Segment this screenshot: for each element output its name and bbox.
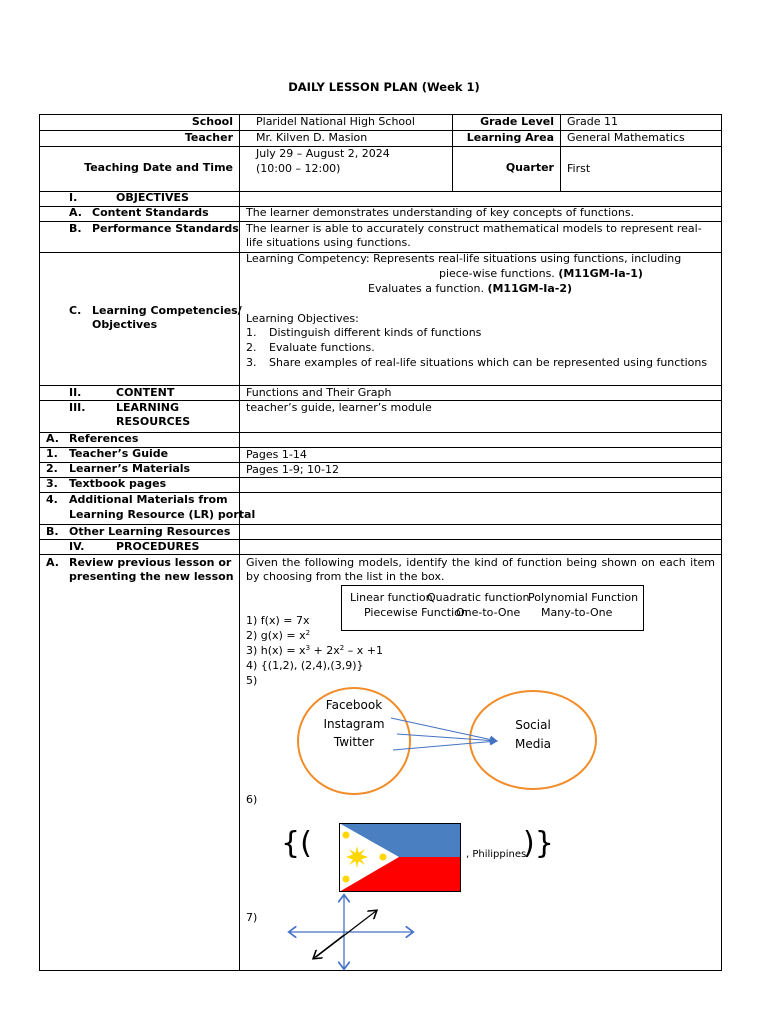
page-title: DAILY LESSON PLAN (Week 1): [288, 80, 480, 94]
competencies-label-1: Learning Competencies/: [92, 304, 242, 317]
learning-objectives-heading: Learning Objectives:: [246, 312, 359, 325]
review-label-2: presenting the new lesson: [69, 570, 234, 583]
domain-list: [318, 696, 390, 752]
arrow-twitter: [393, 741, 497, 750]
objectives-num: I.: [69, 191, 78, 204]
relation-arrows: [284, 892, 424, 972]
content-standards-text: The learner demonstrates understanding of key concepts of functions.: [246, 206, 635, 219]
content-standards-label: Content Standards: [92, 206, 209, 219]
domain-instagram: Instagram: [323, 716, 385, 731]
resources-label-2: RESOURCES: [116, 415, 191, 428]
teacher-value: Mr. Kilven D. Masion: [256, 131, 368, 144]
competency-2: Evaluates a function.: [368, 282, 484, 295]
objective-2: Evaluate functions.: [269, 341, 375, 354]
lesson-plan-table: [39, 114, 722, 971]
references-num: A.: [46, 432, 59, 445]
additional-materials-label-2: Learning Resource (LR) portal: [69, 508, 256, 521]
item-2: 2) $g(x) = x^2$: [246, 629, 311, 642]
learners-materials-num: 2.: [46, 462, 58, 475]
performance-standards-num: B.: [69, 222, 82, 235]
other-resources-num: B.: [46, 525, 59, 538]
content-label: CONTENT: [116, 386, 175, 399]
item-7: 7): [246, 911, 258, 924]
teachers-guide-pages: Pages 1-14: [246, 448, 307, 461]
range-list: [499, 716, 567, 754]
item-3: 3) $h(x) = x^3 + 2x^2 - x +1$: [246, 644, 383, 657]
teacher-label: Teacher: [184, 131, 233, 144]
performance-standards-text: The learner is able to accurately construct mathematical models to represent real-life situations using functions.: [246, 222, 702, 249]
learning-area-label: Learning Area: [466, 131, 554, 144]
choice-many-to-one: Many-to-One: [541, 606, 613, 619]
competency-code-2: (M11GM-Ia-2): [487, 282, 573, 295]
textbook-pages-num: 3.: [46, 477, 58, 490]
choice-quadratic: Quadratic function: [427, 591, 530, 604]
date-time-label: Teaching Date and Time: [84, 161, 233, 174]
item-1: 1) f(x) = 7x: [246, 614, 310, 627]
resources-text: teacher’s guide, learner’s module: [246, 401, 432, 414]
date-value: July 29 – August 2, 2024: [256, 147, 390, 160]
school-value: Plaridel National High School: [256, 115, 415, 128]
grade-level-label: Grade Level: [480, 115, 554, 128]
objectives-heading: OBJECTIVES: [116, 191, 189, 204]
resources-label-1: LEARNING: [116, 401, 180, 414]
references-label: References: [69, 432, 139, 445]
content-num: II.: [69, 386, 82, 399]
procedures-label: PROCEDURES: [116, 540, 200, 553]
choice-piecewise: Piecewise Function: [364, 606, 468, 619]
competency-cont: piece-wise functions.: [439, 267, 555, 280]
performance-standards-label: Performance Standards: [92, 222, 239, 235]
choice-polynomial: Polynomial Function: [528, 591, 639, 604]
item-6: 6): [246, 793, 258, 806]
competencies-num: C.: [69, 304, 82, 317]
objective-3: Share examples of real-life situations which can be represented using functions: [269, 356, 708, 369]
objective-1-num: 1.: [246, 326, 257, 339]
content-text: Functions and Their Graph: [246, 386, 392, 399]
textbook-pages-label: Textbook pages: [69, 477, 167, 490]
item-5: 5): [246, 674, 258, 687]
other-resources-label: Other Learning Resources: [69, 525, 231, 538]
quarter-label: Quarter: [505, 161, 554, 174]
competencies-label-2: Objectives: [92, 318, 158, 331]
grade-level-value: Grade 11: [567, 115, 619, 128]
brace-close: )}: [523, 826, 554, 861]
range-social: Social: [515, 718, 551, 732]
competency-intro: Learning Competency: Represents real-life situations using functions, including: [246, 252, 682, 265]
item-4: 4) {(1,2), (2,4),(3,9)}: [246, 659, 364, 672]
school-label: School: [191, 115, 233, 128]
procedures-num: IV.: [69, 540, 85, 553]
review-num: A.: [46, 556, 59, 569]
philippine-flag: [339, 823, 461, 892]
brace-open: {(: [281, 826, 312, 861]
time-value: (10:00 – 12:00): [256, 162, 341, 175]
competency-code-1: (M11GM-Ia-1): [558, 267, 643, 280]
objective-1: Distinguish different kinds of functions: [269, 326, 482, 339]
learners-materials-label: Learner’s Materials: [69, 462, 191, 475]
objective-2-num: 2.: [246, 341, 257, 354]
learners-materials-pages: Pages 1-9; 10-12: [246, 463, 339, 476]
domain-facebook: Facebook: [325, 698, 383, 712]
teachers-guide-num: 1.: [46, 447, 58, 460]
additional-materials-num: 4.: [46, 493, 58, 506]
choice-one-to-one: One-to-One: [456, 606, 521, 619]
review-label-1: Review previous lesson or: [69, 556, 232, 569]
learning-area-value: General Mathematics: [567, 131, 685, 144]
quarter-value: First: [567, 162, 591, 175]
range-media: Media: [514, 737, 552, 751]
flag-label: , Philippines: [466, 849, 527, 860]
choices-box: [341, 585, 644, 631]
objective-3-num: 3.: [246, 356, 257, 369]
review-instruction: Given the following models, identify the kind of function being shown on each item by choosing from the list in the box.: [246, 556, 715, 583]
content-standards-num: A.: [69, 206, 82, 219]
choice-linear: Linear function: [350, 591, 433, 604]
domain-twitter: Twitter: [333, 735, 375, 749]
additional-materials-label-1: Additional Materials from: [69, 493, 228, 506]
resources-num: III.: [69, 401, 86, 414]
teachers-guide-label: Teacher’s Guide: [69, 447, 169, 460]
